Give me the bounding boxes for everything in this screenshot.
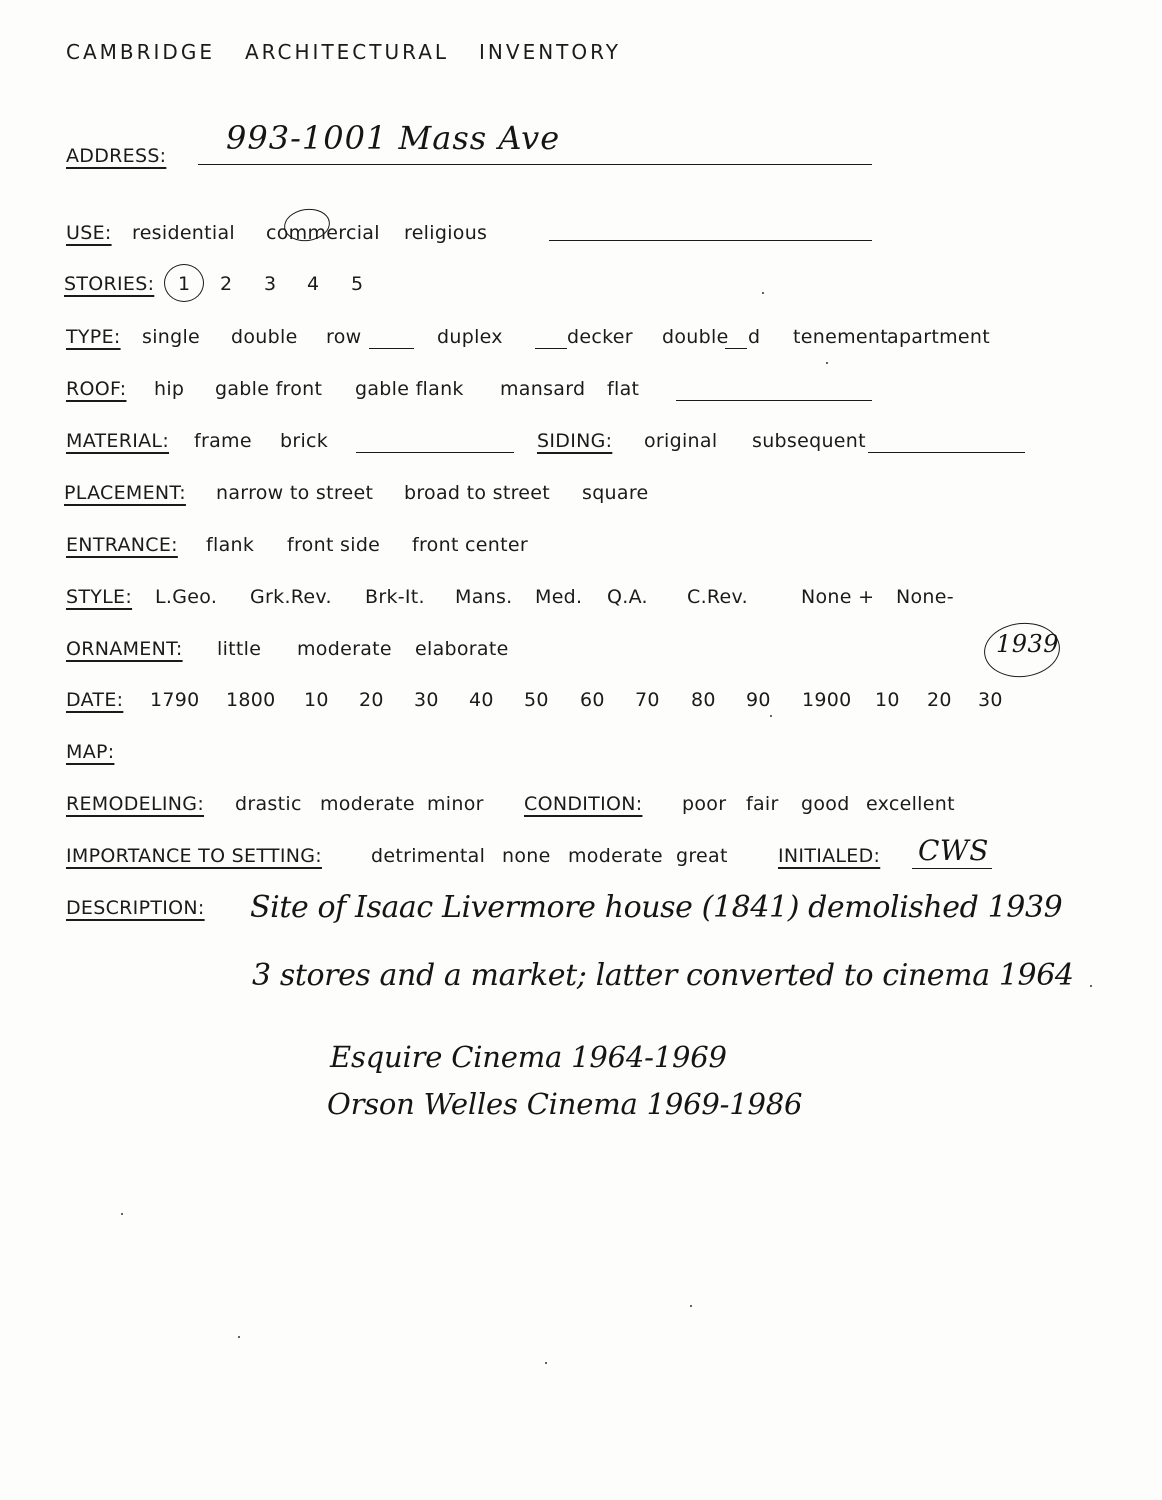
style-option: C.Rev. [687,586,748,608]
type-option: decker [567,326,633,348]
siding-other-line [868,452,1025,453]
ornament-option: moderate [297,638,392,660]
siding-option: subsequent [752,430,866,452]
type-option: double [231,326,298,348]
condition-option: excellent [866,793,955,815]
remodeling-option: moderate [320,793,415,815]
placement-option: square [582,482,649,504]
siding-label: SIDING: [537,430,613,452]
style-option: Grk.Rev. [250,586,332,608]
use-option: residential [132,222,236,244]
date-option: 70 [635,689,660,711]
material-option: brick [280,430,329,452]
blank-line [369,348,414,349]
material-label: MATERIAL: [66,430,170,452]
type-option: single [142,326,201,348]
address-value: 993-1001 Mass Ave [226,119,561,157]
date-option: 20 [927,689,952,711]
date-option: 80 [691,689,716,711]
scan-speck [762,292,764,294]
date-option: 10 [875,689,900,711]
type-label: TYPE: [66,326,121,348]
date-option: 10 [304,689,329,711]
importance-option: moderate [568,845,663,867]
use-option: religious [404,222,488,244]
scan-speck [690,1305,692,1307]
ornament-option: little [217,638,262,660]
remodeling-option: minor [427,793,484,815]
date-option: 30 [414,689,439,711]
roof-option: hip [154,378,185,400]
address-label: ADDRESS: [66,145,167,167]
blank-line [535,348,567,349]
form-title [66,40,651,64]
style-label: STYLE: [66,586,133,608]
initialed-value: CWS [918,834,989,867]
blank-line [725,348,747,349]
date-option: 20 [359,689,384,711]
style-option: None + [801,586,875,608]
entrance-option: front center [412,534,528,556]
roof-label: ROOF: [66,378,127,400]
date-option: 60 [580,689,605,711]
description-note: Esquire Cinema 1964-1969 [330,1040,727,1074]
date-option: 30 [978,689,1003,711]
date-option: 90 [746,689,771,711]
stories-option: 5 [351,273,364,295]
importance-option: detrimental [371,845,486,867]
date-option: 50 [524,689,549,711]
title-word: CAMBRIDGE [66,40,215,64]
importance-option: great [676,845,728,867]
material-other-line [356,452,514,453]
condition-option: good [801,793,850,815]
roof-option: gable flank [355,378,464,400]
scan-speck [238,1336,240,1338]
initialed-label: INITIALED: [778,845,881,867]
use-option: commercial [266,222,380,244]
scan-speck [121,1213,123,1215]
roof-option: gable front [215,378,323,400]
type-option: tenement [793,326,888,348]
date-label: DATE: [66,689,124,711]
remodeling-option: drastic [235,793,302,815]
description-label: DESCRIPTION: [66,897,205,919]
scan-speck [1090,985,1092,987]
type-option: d [748,326,761,348]
address-line [198,164,872,165]
stories-label: STORIES: [64,273,155,295]
entrance-label: ENTRANCE: [66,534,178,556]
style-option: Brk-It. [365,586,425,608]
ornament-option: elaborate [415,638,509,660]
description-line: Site of Isaac Livermore house (1841) demolished 1939 [250,890,1063,925]
placement-option: narrow to street [216,482,374,504]
handwritten-date: 1939 [996,630,1060,658]
date-option: 1900 [802,689,852,711]
importance-option: none [502,845,551,867]
siding-option: original [644,430,718,452]
date-option: 1800 [226,689,276,711]
placement-option: broad to street [404,482,551,504]
stories-option: 1 [178,273,191,295]
entrance-option: flank [206,534,255,556]
title-word: ARCHITECTURAL [244,40,450,64]
title-word: INVENTORY [479,40,621,64]
map-label: MAP: [66,741,115,763]
type-option: double [662,326,729,348]
importance-label: IMPORTANCE TO SETTING: [66,845,322,867]
roof-option: mansard [500,378,586,400]
date-option: 1790 [150,689,200,711]
material-option: frame [194,430,252,452]
entrance-option: front side [287,534,381,556]
stories-option: 4 [307,273,320,295]
use-label: USE: [66,222,112,244]
roof-other-line [676,400,872,401]
type-option: row [326,326,362,348]
date-option: 40 [469,689,494,711]
style-option: L.Geo. [155,586,218,608]
stories-option: 2 [220,273,233,295]
description-note: Orson Welles Cinema 1969-1986 [327,1087,803,1121]
description-line: 3 stores and a market; latter converted to cinema 1964 [252,958,1074,993]
scan-speck [826,362,828,364]
scan-speck [545,1362,547,1364]
selection-circle [164,264,204,302]
type-option: apartment [887,326,990,348]
condition-option: fair [746,793,779,815]
style-option: None- [896,586,954,608]
style-option: Mans. [455,586,513,608]
initialed-line [912,868,992,869]
scan-speck [770,715,772,717]
remodeling-label: REMODELING: [66,793,205,815]
use-other-line [549,240,872,241]
roof-option: flat [607,378,640,400]
condition-label: CONDITION: [524,793,643,815]
style-option: Q.A. [607,586,648,608]
type-option: duplex [437,326,503,348]
style-option: Med. [535,586,583,608]
condition-option: poor [682,793,727,815]
placement-label: PLACEMENT: [64,482,186,504]
ornament-label: ORNAMENT: [66,638,183,660]
stories-option: 3 [264,273,277,295]
